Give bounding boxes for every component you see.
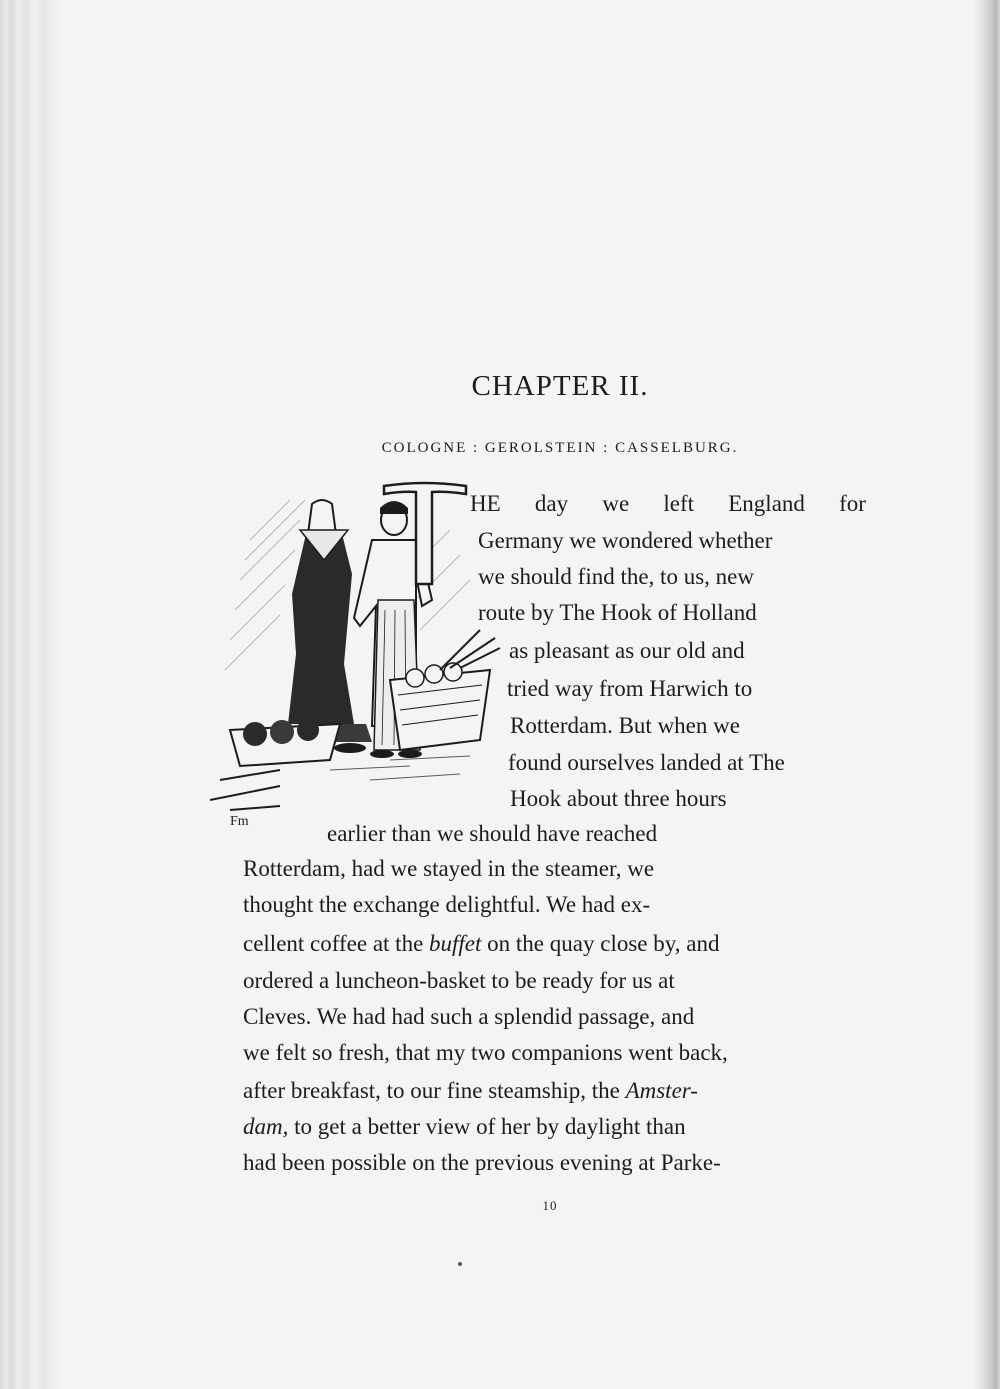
body-line-17 (243, 1079, 698, 1102)
paper-speck (458, 1262, 462, 1266)
body-text: on the quay close by, and (487, 931, 720, 956)
chapter-subtitle: COLOGNE : GEROLSTEIN : CASSELBURG. (381, 440, 739, 456)
body-line-19: had been possible on the previous evening at Parke- (243, 1150, 721, 1175)
book-gutter (0, 0, 60, 1389)
body-line-12: thought the exchange delightful. We had ex- (243, 892, 651, 917)
body-word: day (534, 491, 569, 516)
body-word: we (602, 491, 630, 516)
body-line-14: ordered a luncheon-basket to be ready for us at (243, 968, 675, 993)
body-word: for (839, 491, 866, 516)
italic-word: dam, (243, 1114, 289, 1139)
page-right-edge (972, 0, 1000, 1389)
body-line-3: we should find the, to us, new (478, 564, 754, 589)
body-line-2: Germany we wondered whether (478, 528, 773, 553)
italic-word: buffet (429, 931, 482, 956)
body-line-7: Rotterdam. But when we (510, 713, 740, 738)
body-text: after breakfast, to our fine steamship, the (243, 1078, 620, 1103)
body-line-9: Hook about three hours (510, 786, 727, 811)
body-line-8: found ourselves landed at The (508, 750, 785, 775)
body-line-16: we felt so fresh, that my two companions went back, (243, 1040, 728, 1065)
body-line-13 (243, 932, 719, 955)
body-word: England (728, 491, 805, 516)
body-line-5: as pleasant as our old and (509, 638, 745, 663)
body-word: HE (470, 491, 501, 516)
body-text: to get a better view of her by daylight than (294, 1114, 686, 1139)
chapter-title: CHAPTER II. (471, 370, 649, 402)
body-text: cellent coffee at the (243, 931, 424, 956)
dropcap-t-icon (380, 478, 470, 588)
italic-word: Amster- (625, 1078, 698, 1103)
svg-text:Fm: Fm (230, 814, 249, 829)
body-line-1 (470, 492, 866, 515)
body-line-10: earlier than we should have reached (327, 821, 658, 846)
body-line-11: Rotterdam, had we stayed in the steamer, we (243, 856, 655, 881)
body-word: left (663, 491, 695, 516)
body-line-4: route by The Hook of Holland (478, 600, 757, 625)
body-line-15: Cleves. We had had such a splendid passage, and (243, 1004, 695, 1029)
page-number: 10 (542, 1198, 558, 1213)
body-line-18 (243, 1115, 686, 1138)
body-line-6: tried way from Harwich to (507, 676, 753, 701)
